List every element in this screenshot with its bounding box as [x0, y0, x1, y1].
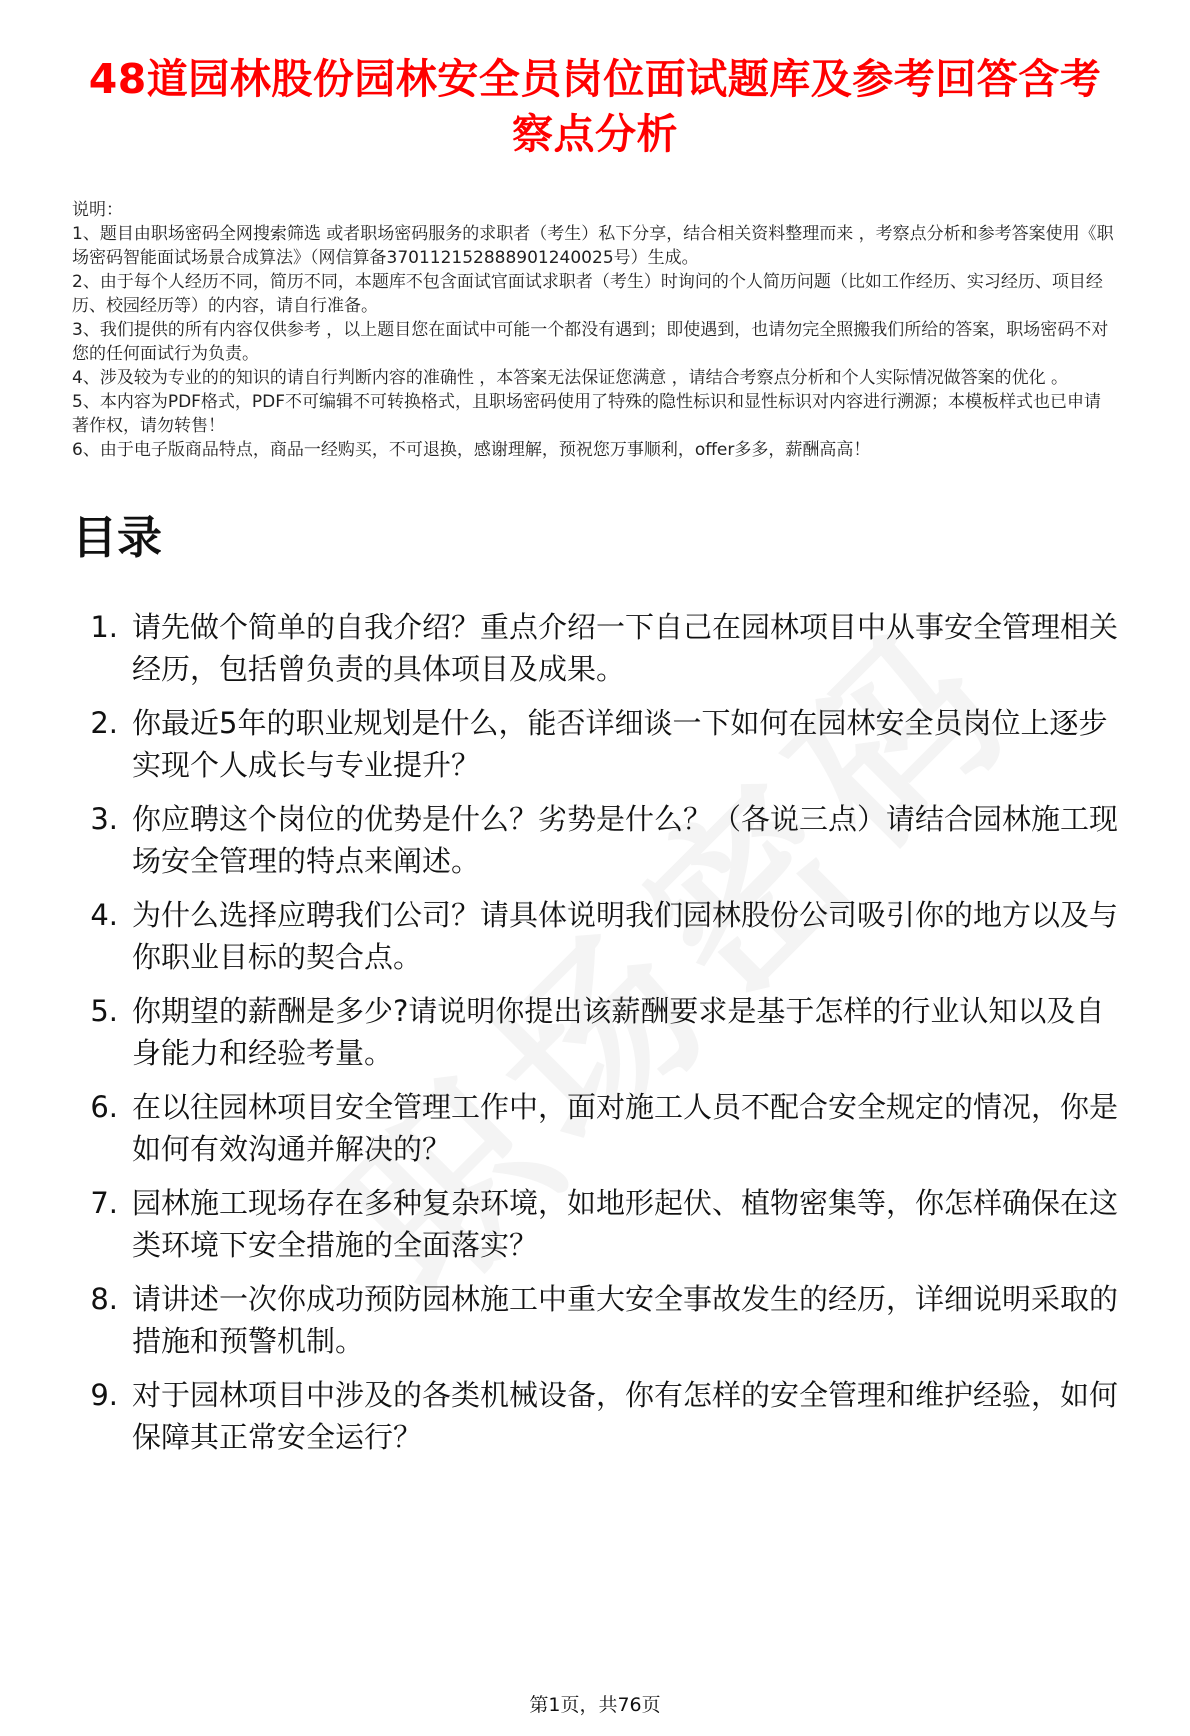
question-number: 3. — [90, 802, 118, 836]
question-text: 你应聘这个岗位的优势是什么？劣势是什么？（各说三点）请结合园林施工现场安全管理的特点来阐述。 — [132, 802, 1119, 878]
notes-heading: 说明： — [72, 200, 123, 220]
document-title: 48道园林股份园林安全员岗位面试题库及参考回答含考察点分析 — [88, 55, 1102, 158]
note-item: 2、由于每个人经历不同，简历不同，本题库不包含面试官面试求职者（考生）时询问的个人简历问题（比如工作经历、实习经历、项目经历、校园经历等）的内容，请自行准备。 — [72, 272, 1103, 316]
question-number: 2. — [90, 706, 118, 740]
question-number: 6. — [90, 1090, 118, 1124]
question-number: 1. — [90, 610, 118, 644]
question-text: 请先做个简单的自我介绍？重点介绍一下自己在园林项目中从事安全管理相关经历，包括曾负责的具体项目及成果。 — [132, 610, 1119, 686]
question-item — [72, 894, 1118, 978]
question-text: 园林施工现场存在多种复杂环境，如地形起伏、植物密集等，你怎样确保在这类环境下安全措施的全面落实？ — [132, 1186, 1119, 1262]
note-item: 1、题目由职场密码全网搜索筛选 或者职场密码服务的求职者（考生）私下分享，结合相关资料整理而来 ，考察点分析和参考答案使用《职场密码智能面试场景合成算法》（网信算备370112152888901240025号）生成。 — [72, 224, 1114, 268]
note-item: 6、由于电子版商品特点，商品一经购买，不可退换，感谢理解，预祝您万事顺利，offer多多，薪酬高高！ — [72, 440, 871, 460]
question-number: 7. — [90, 1186, 118, 1220]
question-item — [72, 1086, 1118, 1170]
question-item — [72, 1374, 1118, 1458]
question-number: 5. — [90, 994, 118, 1028]
question-number: 8. — [90, 1282, 118, 1316]
question-text: 为什么选择应聘我们公司？请具体说明我们园林股份公司吸引你的地方以及与你职业目标的契合点。 — [132, 898, 1119, 974]
notes-section — [72, 198, 1118, 462]
toc-heading: 目录 — [72, 511, 163, 564]
question-text: 在以往园林项目安全管理工作中，面对施工人员不配合安全规定的情况，你是如何有效沟通并解决的？ — [132, 1090, 1119, 1166]
question-item — [72, 798, 1118, 882]
question-number: 4. — [90, 898, 118, 932]
note-item: 4、涉及较为专业的的知识的请自行判断内容的准确性 ，本答案无法保证您满意 ，请结合考察点分析和个人实际情况做答案的优化 。 — [72, 368, 1069, 388]
document-page — [0, 52, 1190, 1458]
question-list — [72, 606, 1118, 1458]
question-item — [72, 606, 1118, 690]
question-text: 你期望的薪酬是多少?请说明你提出该薪酬要求是基于怎样的行业认知以及自身能力和经验考量。 — [132, 994, 1105, 1070]
question-item — [72, 990, 1118, 1074]
question-text: 你最近5年的职业规划是什么，能否详细谈一下如何在园林安全员岗位上逐步实现个人成长与专业提升？ — [132, 706, 1108, 782]
question-text: 请讲述一次你成功预防园林施工中重大安全事故发生的经历，详细说明采取的措施和预警机制。 — [132, 1282, 1119, 1358]
question-item — [72, 702, 1118, 786]
question-item — [72, 1278, 1118, 1362]
question-item — [72, 1182, 1118, 1266]
page-footer: 第1页，共76页 — [529, 1694, 661, 1716]
note-item: 5、本内容为PDF格式，PDF不可编辑不可转换格式，且职场密码使用了特殊的隐性标识和显性标识对内容进行溯源；本模板样式也已申请著作权，请勿转售！ — [72, 392, 1102, 436]
question-number: 9. — [90, 1378, 118, 1412]
note-item: 3、我们提供的所有内容仅供参考 ，以上题目您在面试中可能一个都没有遇到；即使遇到，也请勿完全照搬我们所给的答案，职场密码不对您的任何面试行为负责。 — [72, 320, 1109, 364]
question-text: 对于园林项目中涉及的各类机械设备，你有怎样的安全管理和维护经验，如何保障其正常安全运行？ — [132, 1378, 1119, 1454]
